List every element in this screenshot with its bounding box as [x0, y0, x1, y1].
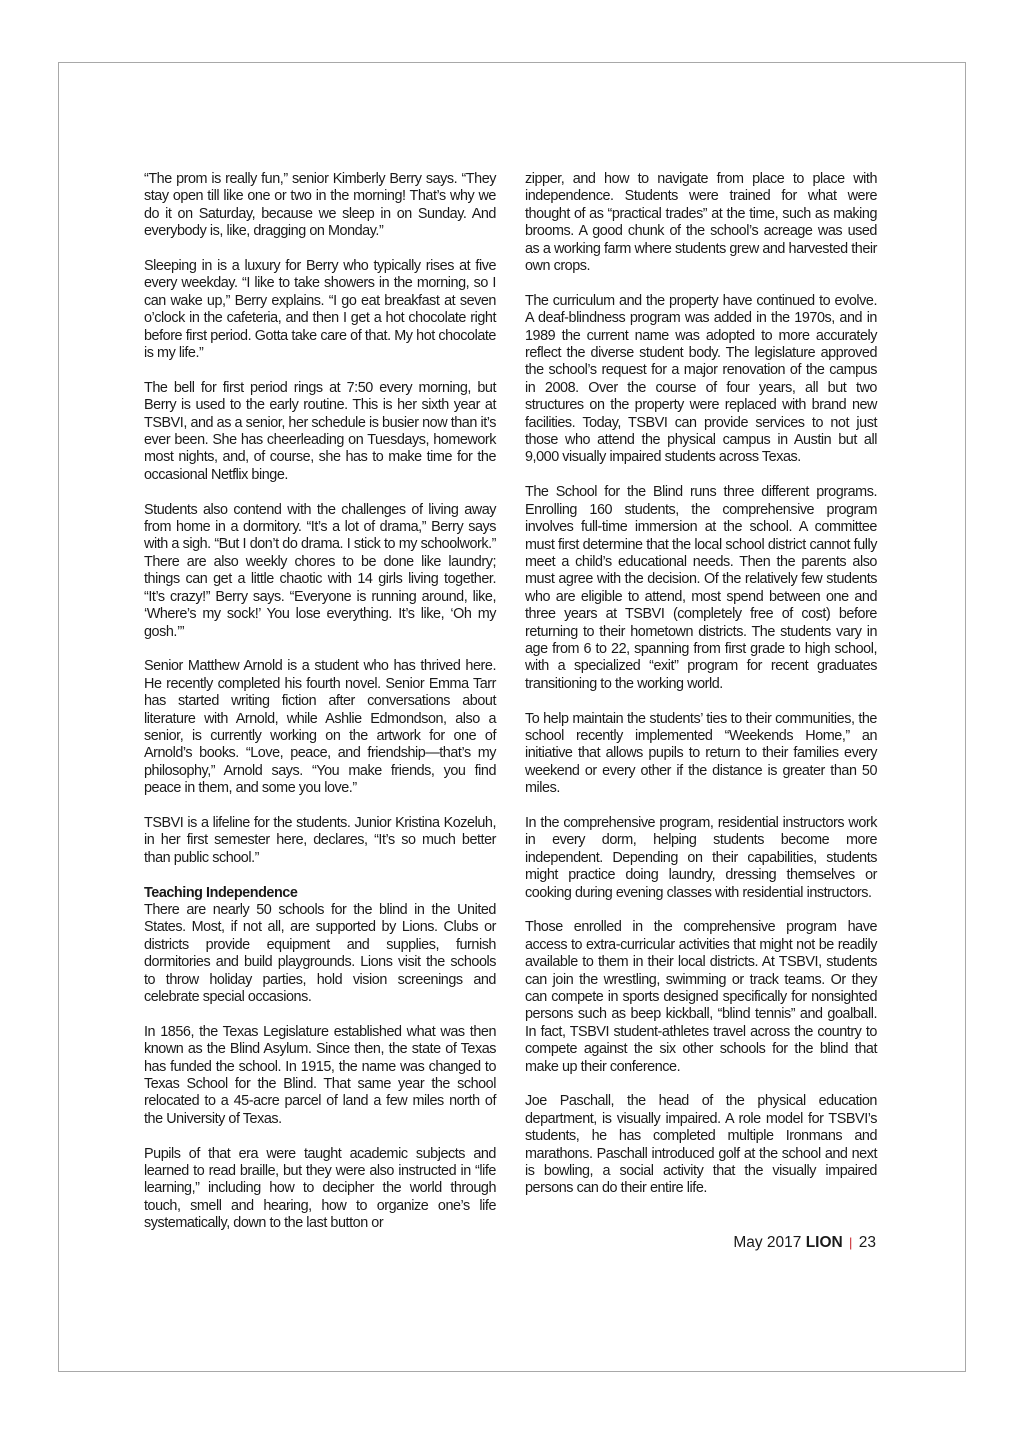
- paragraph-history-1856: In 1856, the Texas Legislature established what was then known as the Blind Asylum. Since then, the state of Texas has funded the school. In 1915, the name was changed to Texas School for the Blind. That same year the school relocated to a 45-acre parcel of land a few miles north of the University of Texas.: [144, 1023, 496, 1127]
- page-footer: [733, 1234, 876, 1252]
- paragraph-zipper-continued: zipper, and how to navigate from place to place with independence. Students were trained for what were thought of as “practical trades” at the time, such as making brooms. A good chunk of the school’s acreage was used as a working farm where students grew and harvested their own crops.: [525, 171, 877, 275]
- section-heading: Teaching Independence: [144, 884, 298, 901]
- paragraph-sleeping-in: Sleeping in is a luxury for Berry who typically rises at five every weekday. “I like to take showers in the morning, so I can wake up,” Berry explains. “I go eat breakfast at seven o’clock in the cafeteria, and then I get a hot chocolate right before first period. Gotta take care of that. My hot chocolate is my life.”: [144, 258, 496, 362]
- footer-magazine-name: LION: [805, 1234, 843, 1251]
- paragraph-first-period: The bell for first period rings at 7:50 every morning, but Berry is used to the early routine. This is her sixth year at TSBVI, and as a senior, her schedule is busier now than it’s ever been. She has cheerleading on Tuesdays, homework most nights, and, of course, she has to make time for the occasional Netflix binge.: [144, 379, 496, 483]
- paragraph-matthew-arnold: Senior Matthew Arnold is a student who has thrived here. He recently completed his fourth novel. Senior Emma Tarr has started writing fiction after conversations about literature with Arnold, while Ashlie Edmondson, also a senior, is currently working on the artwork for one of Arnold’s books. “Love, peace, and friendship—that’s my philosophy,” Arnold says. “You make friends, you find peace in them, and some you love.”: [144, 658, 496, 797]
- paragraph-three-programs: The School for the Blind runs three different programs. Enrolling 160 students, the comprehensive program involves full-time immersion at the school. A committee must first determine that the local school district cannot fully meet a child’s educational needs. Then the parents also must agree with the decision. Of the relatively few students who are eligible to attend, most spend between one and three years at TSBVI (completely free of cost) before returning to their hometown districts. The students vary in age from 6 to 22, spanning from first grade to high school, with a specialized “exit” program for recent graduates transitioning to the working world.: [525, 484, 877, 692]
- footer-separator: |: [849, 1235, 853, 1250]
- paragraph-prom-quote: “The prom is really fun,” senior Kimberly Berry says. “They stay open till like one or two in the morning! That’s why we do it on Saturday, because we sleep in on Sunday. And everybody is, like, dragging on Monday.”: [144, 171, 496, 240]
- paragraph-joe-paschall: Joe Paschall, the head of the physical education department, is visually impaired. A role model for TSBVI’s students, he has completed multiple Ironmans and marathons. Paschall introduced golf at the school and next is bowling, a social activity that the visually impaired persons can do their entire life.: [525, 1093, 877, 1197]
- paragraph-residential-instructors: In the comprehensive program, residential instructors work in every dorm, helping students become more independent. Depending on their capabilities, students might practice doing laundry, dressing themselves or cooking during evening classes with residential instructors.: [525, 814, 877, 901]
- paragraph-pupils-of-that-era: Pupils of that era were taught academic subjects and learned to read braille, but they were also instructed in “life learning,” including how to decipher the world through touch, smell and hearing, how to organize one’s life systematically, down to the last button or: [144, 1145, 496, 1232]
- paragraph-lifeline: TSBVI is a lifeline for the students. Junior Kristina Kozeluh, in her first semester here, declares, “It’s so much better than public school.”: [144, 814, 496, 866]
- paragraph-schools-for-blind: There are nearly 50 schools for the blind in the United States. Most, if not all, are supported by Lions. Clubs or districts provide equipment and supplies, furnish dormitories and build playgrounds. Lions visit the schools to throw holiday parties, hold vision screenings and celebrate special occasions.: [144, 901, 496, 1005]
- paragraph-curriculum-evolution: The curriculum and the property have continued to evolve. A deaf-blindness program was added in the 1970s, and in 1989 the current name was adopted to more accurately reflect the diverse student body. The legislature approved the school’s request for a major renovation of the campus in 2008. Over the course of four years, all but two structures on the property were replaced with brand new facilities. Today, TSBVI can provide services to not just those who attend the physical campus in Austin but all 9,000 visually impaired students across Texas.: [525, 292, 877, 466]
- footer-issue-date: May 2017: [733, 1234, 802, 1251]
- paragraph-weekends-home: To help maintain the students’ ties to their communities, the school recently implemented “Weekends Home,” an initiative that allows pupils to return to their families every weekend or every other if the distance is greater than 50 miles.: [525, 710, 877, 797]
- left-column: [144, 171, 496, 1250]
- footer-page-number: 23: [858, 1234, 876, 1251]
- right-column: [525, 171, 877, 1215]
- paragraph-dormitory-life: Students also contend with the challenges of living away from home in a dormitory. “It’s a lot of drama,” Berry says with a sigh. “But I don’t do drama. I stick to my schoolwork.” There are also weekly chores to be done like laundry; things can get a little chaotic with 14 girls living together. “It’s crazy!” Berry says. “Everyone is running around, like, ‘Where’s my sock!’ You lose everything. It’s like, ‘Oh my gosh.’”: [144, 501, 496, 640]
- paragraph-extracurricular: Those enrolled in the comprehensive program have access to extra-curricular activities that might not be readily available to them in their local districts. At TSBVI, students can join the wrestling, swimming or track teams. Or they can compete in sports designed specifically for nonsighted persons such as beep kickball, “blind tennis” and goalball. In fact, TSBVI student-athletes travel across the country to compete against the six other schools for the blind that make up their conference.: [525, 919, 877, 1075]
